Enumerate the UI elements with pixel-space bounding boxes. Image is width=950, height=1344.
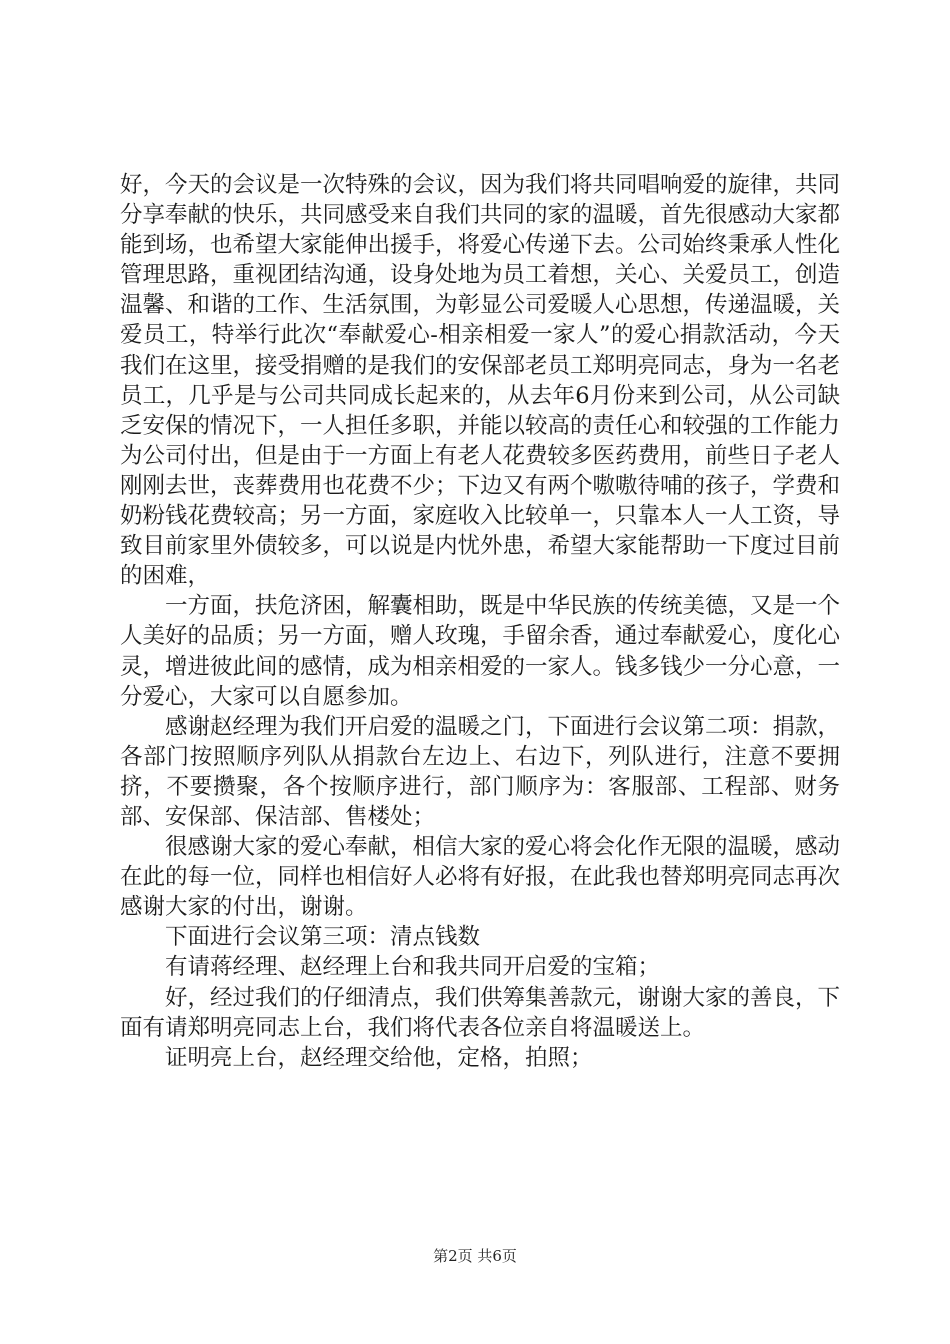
- paragraph-3: 感谢赵经理为我们开启爱的温暖之门，下面进行会议第二项：捐款，各部门按照顺序列队从捐款台左边上、右边下，列队进行，注意不要拥挤，不要攒聚，各个按顺序进行，部门顺序为：客服部、工程部、财务部、安保部、保洁部、售楼处；: [120, 713, 841, 830]
- paragraph-1: 好，今天的会议是一次特殊的会议，因为我们将共同唱响爱的旋律，共同分享奉献的快乐，共同感受来自我们共同的家的温暖，首先很感动大家都能到场，也希望大家能伸出援手，将爱心传递下去。公司始终秉承人性化管理思路，重视团结沟通，设身处地为员工着想，关心、关爱员工，创造温馨、和谐的工作、生活氛围，为彰显公司爱暖人心思想，传递温暖，关爱员工，特举行此次“奉献爱心-相亲相爱一家人”的爱心捐款活动，今天我们在这里，接受捐赠的是我们的安保部老员工郑明亮同志，身为一名老员工，几乎是与公司共同成长起来的，从去年6月份来到公司，从公司缺乏安保的情况下，一人担任多职，并能以较高的责任心和较强的工作能力为公司付出，但是由于一方面上有老人花费较多医药费用，前些日子老人刚刚去世，丧葬费用也花费不少；下边又有两个嗷嗷待哺的孩子，学费和奶粉钱花费较高；另一方面，家庭收入比较单一，只靠本人一人工资，导致目前家里外债较多，可以说是内忧外患，希望大家能帮助一下度过目前的困难，: [120, 172, 841, 590]
- paragraph-2: 一方面，扶危济困，解囊相助，既是中华民族的传统美德，又是一个人美好的品质；另一方面，赠人玫瑰，手留余香，通过奉献爱心，度化心灵，增进彼此间的感情，成为相亲相爱的一家人。钱多钱少一分心意，一分爱心，大家可以自愿参加。: [120, 593, 841, 710]
- paragraph-6: 有请蒋经理、赵经理上台和我共同开启爱的宝箱；: [165, 954, 661, 981]
- paragraph-8: 证明亮上台，赵经理交给他，定格，拍照；: [165, 1044, 593, 1071]
- page-number-footer: 第2页 共6页: [433, 1247, 517, 1265]
- paragraph-4: 很感谢大家的爱心奉献，相信大家的爱心将会化作无限的温暖，感动在此的每一位，同样也相信好人必将有好报，在此我也替郑明亮同志再次感谢大家的付出，谢谢。: [120, 834, 841, 921]
- paragraph-7: 好，经过我们的仔细清点，我们供筹集善款元，谢谢大家的善良，下面有请郑明亮同志上台，我们将代表各位亲自将温暖送上。: [120, 984, 841, 1041]
- document-body: [120, 170, 840, 1073]
- paragraph-5: 下面进行会议第三项：清点钱数: [165, 924, 481, 951]
